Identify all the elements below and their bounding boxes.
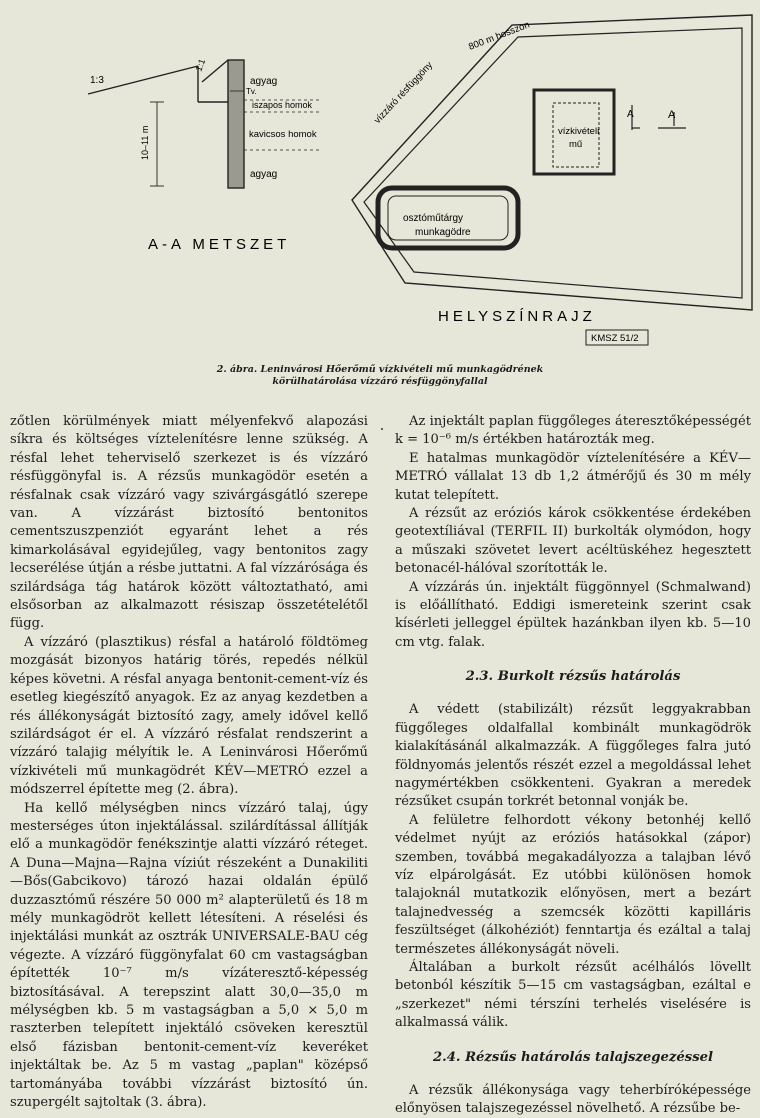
water-level-label: Tv. (246, 87, 257, 96)
length-label: 800 m hosszon (467, 19, 532, 53)
basin-label-1: osztóműtárgy (403, 213, 464, 224)
right-paragraph-5: A védett (stabilizált) rézsűt leggyakrabban függőleges oldalfallal kombinált munkagödrök kialakításánál alkalmazzák. A függőleges falra jutó földnyomás jelentős részét ezzel a megoldással lehet nagymértékben csökkenteni. Gyakran a meredek rézsűket csupán torkrét betonnal vonják be. (395, 702, 751, 810)
layer-gravel-sand: kavicsos homok (249, 129, 317, 140)
slope-label: 1:3 (90, 75, 104, 86)
wall-label: vízzáró résfüggöny (372, 59, 435, 127)
section-title: A-A METSZET (148, 236, 291, 253)
ratio-label: 1:1 (193, 57, 208, 73)
figure-code: KMSZ 51/2 (591, 333, 639, 344)
depth-label: 10–11 m (140, 125, 150, 160)
figure-site-plan-and-section (0, 0, 760, 360)
left-paragraph-3: Ha kellő mélységben nincs vízzáró talaj, úgy mesterséges úton injektálással. szilárdítással állítják elő a munkagödör fenékszintje alatti vízzáró réteget. A Duna—Majna—Rajna víziút részeként a Dunakiliti—Bős(Gabcikovo) tározó hazai oldalán épülő duzzasztómű részére 50 000 m² alapterületű és 18 m mély munkagödröt kellett létesíteni. A réselési és injektálási munkát az osztrák UNIVERSALE-BAU cég végezte. A vízzáró függönyfalat 60 cm vastagságban építették 10⁻⁷ m/s vízáteresztő-képesség biztosításával. A terepszint alatt 30,0—35,0 m mélységben kb. 5 m vastagságban a 5,0 × 5,0 m raszterben telepített injektáló csöveken keresztül első fázisban bentonit-cement-víz keveréket injektáltak be. Az 5 m vastag „paplan" középső tartományába további vízzárást biztosító ún. szupergélt sajtoltak (3. ábra). (10, 800, 368, 1111)
left-column (10, 413, 368, 1112)
basin-label-2: munkagödre (415, 227, 471, 238)
caption-line-1: 2. ábra. Leninvárosi Hőerőmű vízkivételi mű munkagödrének (216, 364, 544, 375)
left-paragraph-1: zőtlen körülmények miatt mélyenfekvő alapozási síkra és költséges víztelenítésre lenne szükség. A résfal lehet teherviselő szerkezet is és vízzáró résfüggönyfal is. A rézsűs munkagödör esetén a résfalnak csak vízzáró vagy szivárgásgátló szerepe van. A vízzárást biztosító bentonitos cementszuszpenziót egyaránt lehet a rés kimarkolásával egyidejűleg, vagy bentonitos zagy lecserélése útján a résbe juttatni. A fal vízzárósága és szilárdsága tág határok között változtatható, ami elsősorban az alkalmazott résiszap összetételétől függ. (10, 414, 368, 632)
site-plan (352, 15, 752, 310)
site-title: HELYSZÍNRAJZ (438, 308, 596, 325)
cross-section (88, 57, 320, 188)
section-mark-right: A (668, 109, 676, 121)
section-heading-2-3: 2.3. Burkolt rézsűs határolás (465, 669, 681, 685)
right-paragraph-1: Az injektált paplan függőleges áteresztőképességét k = 10⁻⁶ m/s értékben határozták meg. (395, 414, 751, 448)
layer-silty-sand: iszapos homok (252, 100, 313, 110)
right-column (395, 413, 751, 1118)
right-paragraph-4: A vízzárás ún. injektált függönnyel (Schmalwand) is előállítható. Eddigi ismereteink szerint csak kísérleti jelleggel épültek hazánkban ilyen kb. 5—10 cm vtg. falak. (395, 579, 751, 650)
intake-label-1: vízkivételi (558, 126, 600, 137)
left-paragraph-2: A vízzáró (plasztikus) résfal a határoló földtömeg mozgását bizonyos határig törés, repedés nélkül képes követni. A résfal anyaga bentonit-cement-víz és esetleg kiegészítő anyagok. Ez az anyag kezdetben a rés állékonyságát biztosító zagy, amely idővel kellő szilárdságot ér el. A vízzáró résfalat rendszerint a vízzáró talajig mélyítik le. A Leninvárosi Hőerőmű vízkivételi mű munkagödrét KÉV—METRÓ ezzel a módszerrel építette meg (2. ábra). (10, 634, 368, 798)
layer-clay-bottom: agyag (250, 169, 278, 180)
column-marker (381, 428, 383, 430)
right-paragraph-7: Általában a burkolt rézsűt acélhálós lövellt betonból készítik 5—15 cm vastagságban, ezáltal e „szerkezet" némi térszíni terhelés viselésére is alkalmassá válik. (395, 959, 751, 1031)
caption-line-2: körülhatárolása vízzáró résfüggönyfallal (272, 376, 488, 387)
section-mark-left: A (627, 109, 634, 120)
intake-label-2: mű (569, 139, 583, 150)
right-paragraph-6: A felületre felhordott vékony betonhéj kellő védelmet nyújt az eróziós hatásokkal (zápor) szemben, továbbá megakadályozza a talajban lévő víz elpárolgását. Ez utóbbi különösen homok talajoknál mutatkozik előnyösen, mert a bezárt talajnedvesség a szemcsék közötti kapilláris feszültséget (álkohéziót) fenntartja és ezáltal a talaj természetes állékonyságát növeli. (395, 812, 751, 957)
right-paragraph-3: A rézsűt az eróziós károk csökkentése érdekében geotextíliával (TERFIL II) burkolták olymódon, hogy a műszaki szövetet levert acéltüskéhez hegesztett betonacél-hálóval szorították le. (395, 506, 751, 577)
figure-caption (0, 364, 760, 388)
layer-clay-top: agyag (250, 76, 278, 87)
right-paragraph-8: A rézsűk állékonysága vagy teherbíróképessége előnyösen talajszegezéssel növelhető. A rézsűbe be- (395, 1082, 751, 1116)
right-paragraph-2: E hatalmas munkagödör víztelenítésére a KÉV—METRÓ vállalat 13 db 1,2 átmérőjű és 30 m mély kutat telepített. (395, 450, 751, 503)
section-heading-2-4: 2.4. Rézsűs határolás talajszegezéssel (432, 1049, 714, 1065)
